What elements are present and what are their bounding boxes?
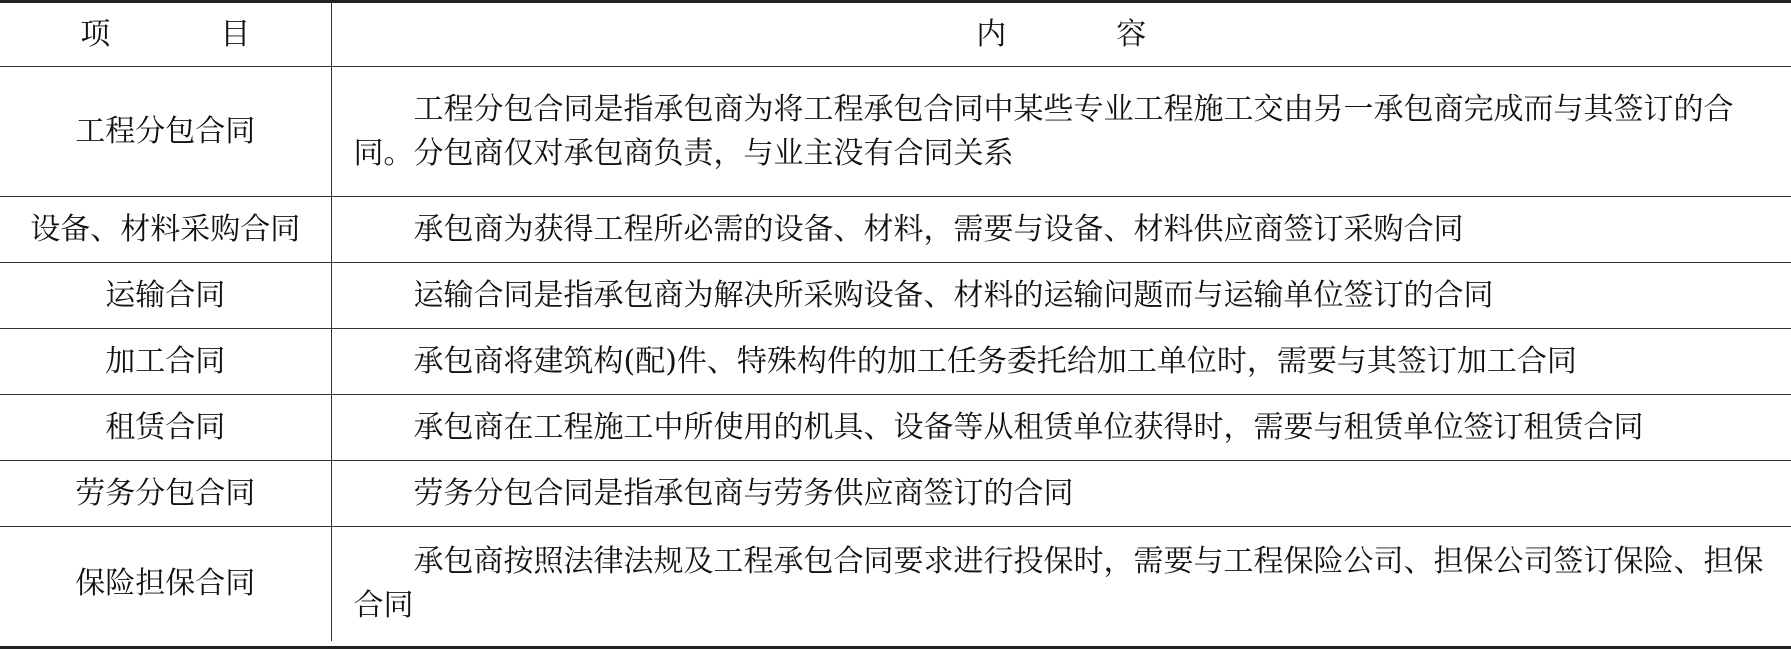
header-content-label: 内 容 bbox=[976, 16, 1187, 52]
header-item bbox=[0, 3, 331, 67]
row-item-cell: 工程分包合同 bbox=[0, 67, 331, 197]
table-row bbox=[0, 527, 1791, 642]
row-item-cell: 劳务分包合同 bbox=[0, 461, 331, 527]
header-content bbox=[331, 3, 1791, 67]
table-row bbox=[0, 197, 1791, 263]
row-item-cell: 运输合同 bbox=[0, 263, 331, 329]
table-row bbox=[0, 67, 1791, 197]
row-content-cell: 承包商按照法律法规及工程承包合同要求进行投保时，需要与工程保险公司、担保公司签订保险、担保合同 bbox=[353, 544, 1764, 623]
table-header-row bbox=[0, 3, 1791, 67]
row-content-cell: 工程分包合同是指承包商为将工程承包合同中某些专业工程施工交由另一承包商完成而与其签订的合同。分包商仅对承包商负责，与业主没有合同关系 bbox=[331, 67, 1791, 197]
row-item-cell: 租赁合同 bbox=[0, 395, 331, 461]
row-content-cell: 劳务分包合同是指承包商与劳务供应商签订的合同 bbox=[331, 461, 1791, 527]
row-item-cell: 设备、材料采购合同 bbox=[0, 197, 331, 263]
header-item-label: 项 目 bbox=[80, 16, 291, 52]
row-content-cell: 承包商为获得工程所必需的设备、材料，需要与设备、材料供应商签订采购合同 bbox=[331, 197, 1791, 263]
row-item-cell: 保险担保合同 bbox=[0, 527, 331, 642]
contract-types-table bbox=[0, 3, 1791, 641]
table-row bbox=[0, 461, 1791, 527]
table-row bbox=[0, 395, 1791, 461]
table-row bbox=[0, 329, 1791, 395]
row-item-cell: 加工合同 bbox=[0, 329, 331, 395]
table-row bbox=[0, 263, 1791, 329]
row-content-cell: 承包商将建筑构(配)件、特殊构件的加工任务委托给加工单位时，需要与其签订加工合同 bbox=[331, 329, 1791, 395]
row-content-cell: 承包商在工程施工中所使用的机具、设备等从租赁单位获得时，需要与租赁单位签订租赁合同 bbox=[331, 395, 1791, 461]
row-content-cell: 运输合同是指承包商为解决所采购设备、材料的运输问题而与运输单位签订的合同 bbox=[331, 263, 1791, 329]
